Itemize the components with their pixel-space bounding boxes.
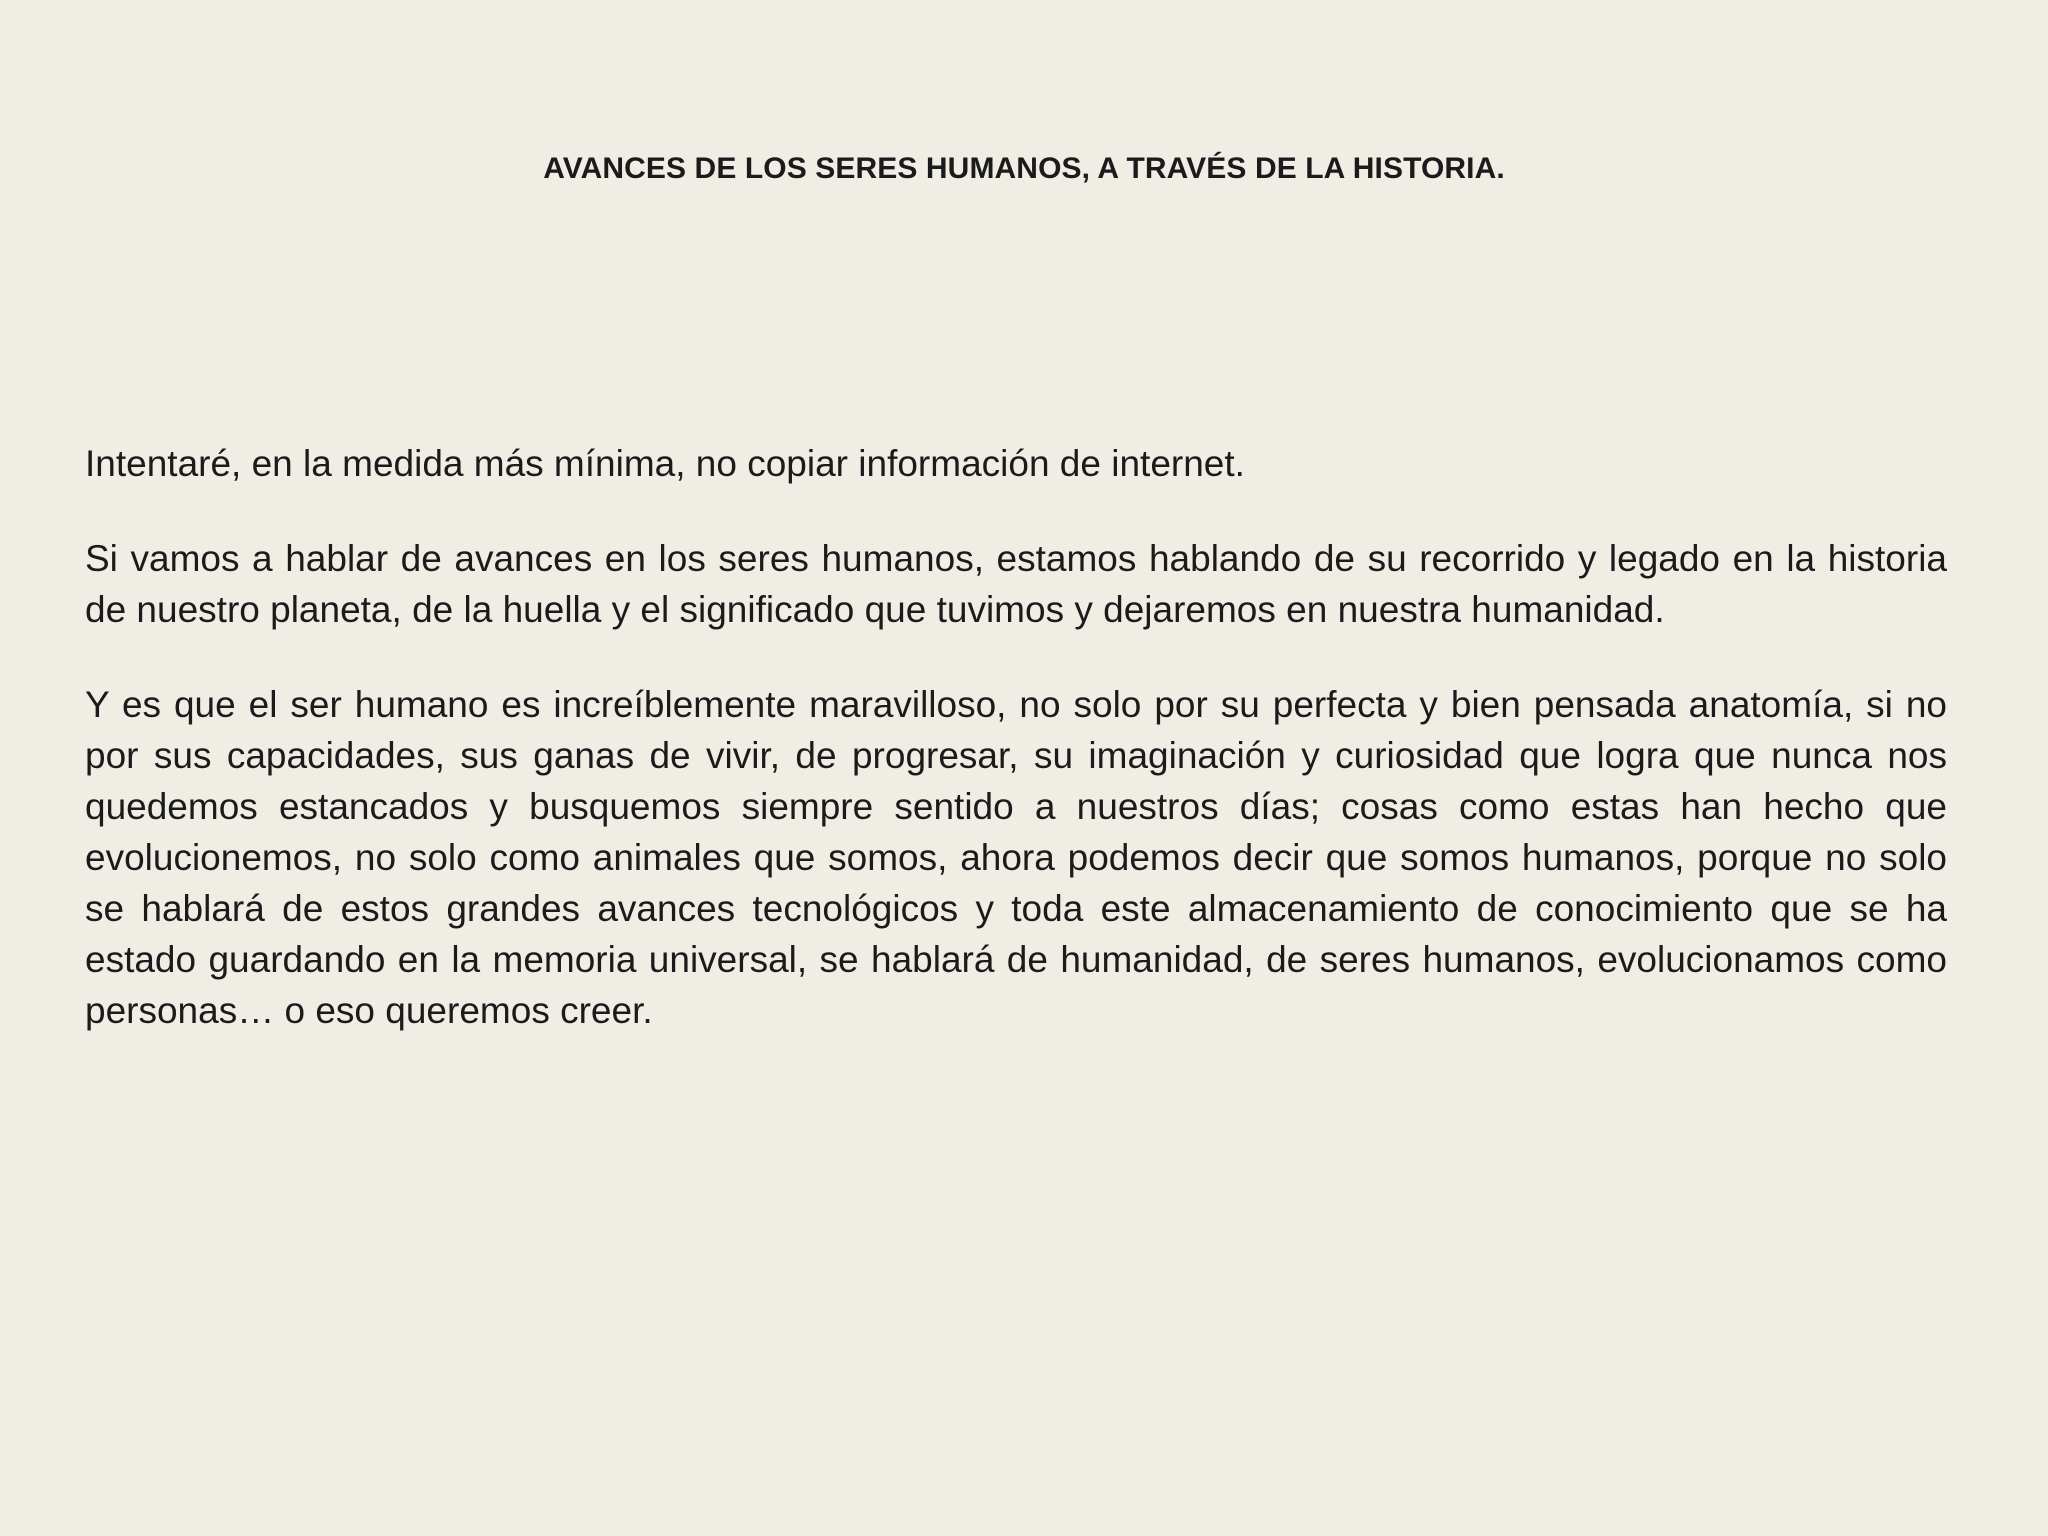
paragraph-legacy: Si vamos a hablar de avances en los seres humanos, estamos hablando de su recorrido y legado en la historia de nuestro planeta, de la huella y el significado que tuvimos y dejaremos en nuestra humanidad. [85,538,1947,630]
slide-body [85,438,1947,1080]
paragraph-intro: Intentaré, en la medida más mínima, no copiar información de internet. [85,443,1245,484]
slide-title: AVANCES DE LOS SERES HUMANOS, A TRAVÉS DE LA HISTORIA. [543,152,1505,185]
paragraph-evolution: Y es que el ser humano es increíblemente maravilloso, no solo por su perfecta y bien pensada anatomía, si no por sus capacidades, sus ganas de vivir, de progresar, su imaginación y curiosidad que logra que nunca nos quedemos estancados y busquemos siempre sentido a nuestros días; cosas como estas han hecho que evolucionemos, no solo como animales que somos, ahora podemos decir que somos humanos, porque no solo se hablará de estos grandes avances tecnológicos y toda este almacenamiento de conocimiento que se ha estado guardando en la memoria universal, se hablará de humanidad, de seres humanos, evolucionamos como personas… o eso queremos creer. [85,684,1947,1031]
